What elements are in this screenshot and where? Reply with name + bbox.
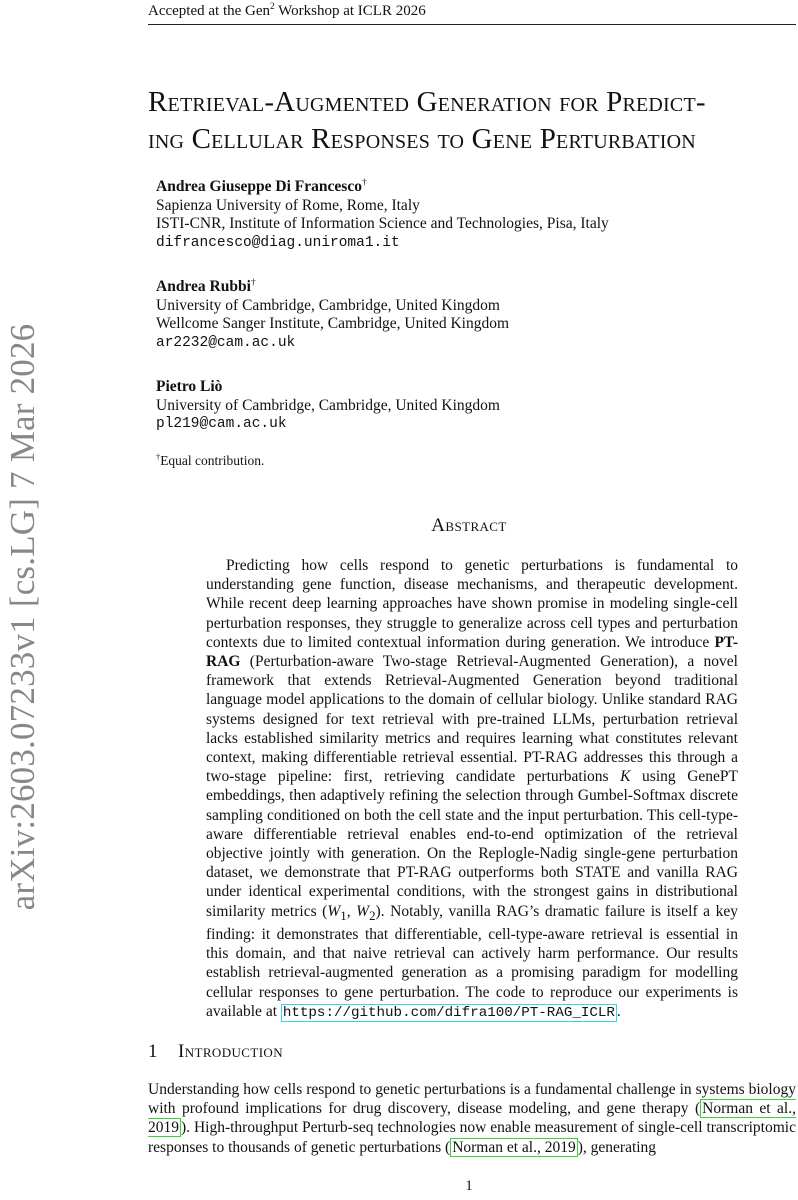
citation-link[interactable]: Norman et al., 2019 (148, 1100, 796, 1137)
title-line-1: Retrieval-Augmented Generation for Predict- (148, 86, 706, 118)
abstract-heading: Abstract (431, 515, 507, 536)
author-block (156, 178, 756, 252)
title-line-2: ing Cellular Responses to Gene Perturbation (148, 123, 696, 155)
section-heading (148, 1041, 283, 1063)
paper-title (148, 84, 796, 158)
author-email[interactable]: pl219@cam.ac.uk (156, 416, 287, 432)
section-number: 1 (148, 1041, 158, 1062)
author-block (156, 278, 756, 352)
introduction-text: Understanding how cells respond to genetic perturbations is a fundamental challenge in systems biology with profound implications for drug discovery, disease modeling, and gene therapy ( Norman et al., 2019 ). High-throughput Perturb-seq technologies now enable measurement of single-cell transcriptomic responses to thousands of genetic perturbations ( Norman et al., 2019 ), generating (148, 1081, 796, 1156)
author-affiliation: Wellcome Sanger Institute, Cambridge, United Kingdom (156, 315, 510, 332)
author-name: Andrea Rubbi (156, 278, 251, 295)
author-email[interactable]: difrancesco@diag.uniroma1.it (156, 234, 400, 251)
code-link[interactable]: https://github.com/difra100/PT-RAG_ICLR (282, 1004, 615, 1021)
math-var-k: K (620, 768, 631, 786)
author-affiliation: Sapienza University of Rome, Rome, Italy (156, 196, 420, 214)
conference-header: Accepted at the Gen$^2$ Workshop at ICLR 2026 (148, 2, 426, 19)
author-affiliation: University of Cambridge, Cambridge, United Kingdom (156, 296, 500, 314)
footnote-text: Equal contribution. (160, 453, 265, 468)
author-name: Pietro Liò (156, 378, 223, 395)
equal-contribution-mark: † (250, 276, 256, 288)
method-name: PT-RAG (206, 633, 738, 671)
header-rule (148, 24, 796, 25)
author-email[interactable]: ar2232@cam.ac.uk (156, 334, 296, 351)
section-title: Introduction (178, 1041, 284, 1062)
arxiv-identifier[interactable]: arXiv:2603.07233v1 [cs.LG] 7 Mar 2026 (3, 323, 42, 911)
footnote-mark: † (156, 452, 161, 462)
footnote (156, 452, 264, 469)
author-affiliation: ISTI-CNR, Institute of Information Science and Technologies, Pisa, Italy (156, 215, 609, 232)
author-block (156, 378, 756, 434)
page-number: 1 (465, 1178, 473, 1194)
equal-contribution-mark: † (361, 176, 367, 188)
citation-link[interactable]: Norman et al., 2019 (452, 1138, 576, 1156)
author-name: Andrea Giuseppe Di Francesco (156, 178, 362, 195)
abstract-body: Predicting how cells respond to genetic perturbations is fundamental to understanding gene function, disease mechanisms, and therapeutic development. While recent deep learning approaches have shown promise in modeling single-cell perturbation responses, they struggle to generalize across cell types and perturbation contexts due to limited contextual information during generation. We introduce PT-RAG (Perturbation-aware Two-stage Retrieval-Augmented Generation), a novel framework that extends Retrieval-Augmented Generation beyond traditional language model applications to the domain of cellular biology. Unlike standard RAG systems designed for text retrieval with pre-trained LLMs, perturbation retrieval lacks established similarity metrics and requires learning what constitutes relevant context, making differentiable retrieval essential. PT-RAG addresses this through a two-stage pipeline: first, retrieving candidate perturbations K using GenePT embeddings, then adaptively refining the selection through Gumbel-Softmax discrete sampling conditioned on both the cell state and the input perturbation. This cell-type-aware differentiable retrieval enables end-to-end optimization of the retrieval objective jointly with generation. On the Replogle-Nadig single-gene perturbation dataset, we demonstrate that PT-RAG outperforms both STATE and vanilla RAG under identical experimental conditions, with the strongest gains in distributional similarity metrics ($W_1$, $W_2$). Notably, vanilla RAG’s dramatic failure is itself a key finding: it demonstrates that differentiable, cell-type-aware retrieval is essential in this domain, and that naive retrieval can actively harm performance. Our results establish retrieval-augmented generation as a promising paradigm for modelling cellular responses to gene perturbation. The code to reproduce our experiments is available at https://github.com/difra100/PT-RAG_ICLR . (206, 557, 739, 1021)
author-affiliation: University of Cambridge, Cambridge, United Kingdom (156, 396, 500, 414)
